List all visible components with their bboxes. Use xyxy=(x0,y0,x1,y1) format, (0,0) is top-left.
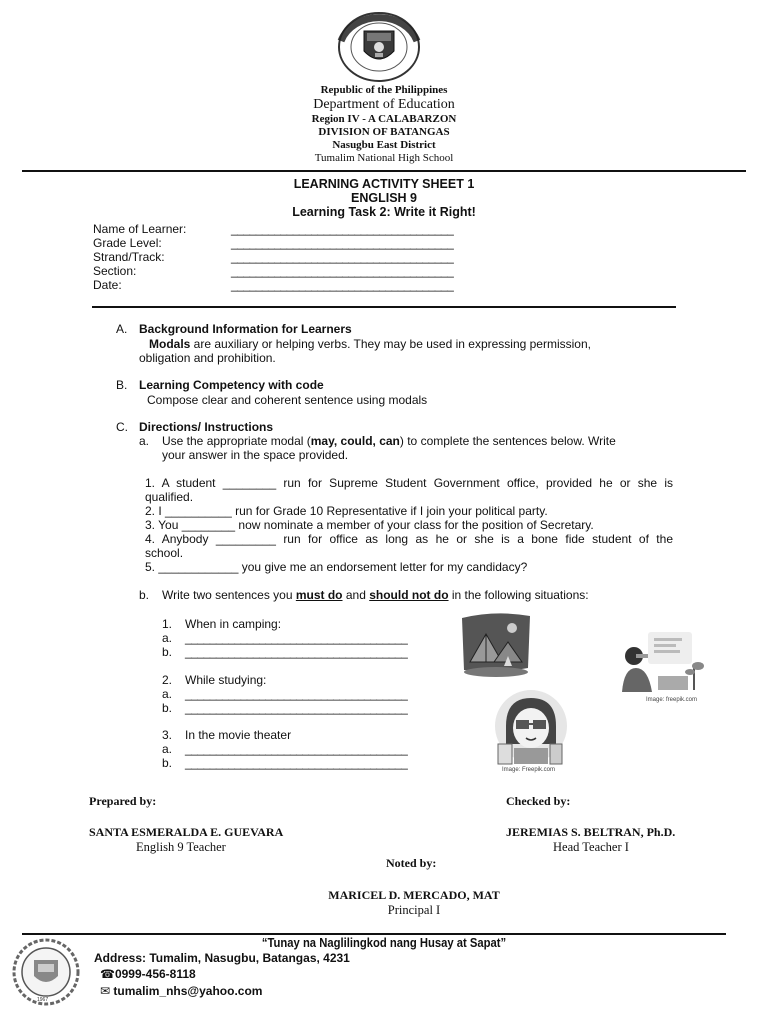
checked-by-label: Checked by: xyxy=(506,794,571,808)
direction-b-letter: b. xyxy=(139,588,150,602)
situation-3-b-blank: ____________________________________ xyxy=(185,756,408,770)
noted-by-label: Noted by: xyxy=(386,856,437,870)
field-blank-grade: ____________________________________ xyxy=(231,236,454,250)
situation-3-a-blank: ____________________________________ xyxy=(185,742,408,756)
situation-2-b-blank: ____________________________________ xyxy=(185,701,408,715)
header-school: Tumalim National High School xyxy=(314,152,454,164)
section-a-text-line2: obligation and prohibition. xyxy=(139,351,276,365)
situation-3-num: 3. xyxy=(162,728,173,742)
situation-1-a-blank: ____________________________________ xyxy=(185,631,408,645)
situation-2-a-letter: a. xyxy=(162,687,173,701)
direction-b-text xyxy=(162,588,589,602)
fields-divider xyxy=(92,306,676,308)
sentence-item xyxy=(145,560,673,574)
footer-phone: 0999-456-8118 xyxy=(114,967,196,981)
noted-by-role: Principal I xyxy=(387,903,441,917)
field-label-strand: Strand/Track: xyxy=(93,250,165,264)
section-a-text-rest: are auxiliary or helping verbs. They may be used in expressing permission, xyxy=(190,337,591,351)
section-c-letter: C. xyxy=(116,420,128,434)
section-a-text xyxy=(149,337,669,351)
modals-word: Modals xyxy=(149,337,191,351)
sentence-5-line1: 5. ____________ you give me an endorsement letter for my candidacy? xyxy=(145,560,528,574)
sentence-item xyxy=(145,518,673,532)
field-blank-name: ____________________________________ xyxy=(231,222,454,236)
sheet-subject: ENGLISH 9 xyxy=(351,191,417,205)
field-label-grade: Grade Level: xyxy=(93,236,162,250)
situation-2-num: 2. xyxy=(162,673,173,687)
field-blank-section: ____________________________________ xyxy=(231,264,454,278)
header-department: Department of Education xyxy=(313,97,455,112)
situation-2-title: While studying: xyxy=(185,673,267,687)
checked-by-name: JEREMIAS S. BELTRAN, Ph.D. xyxy=(506,825,676,839)
header-republic: Republic of the Philippines xyxy=(320,84,448,96)
prepared-by-role: English 9 Teacher xyxy=(136,840,226,854)
direction-a-modals: may, could, can xyxy=(310,434,400,448)
header-district: Nasugbu East District xyxy=(332,139,436,151)
footer-email-row xyxy=(100,984,262,998)
field-label-section: Section: xyxy=(93,264,137,278)
field-blank-strand: ____________________________________ xyxy=(231,250,454,264)
noted-by-name: MARICEL D. MERCADO, MAT xyxy=(328,888,500,902)
direction-a-text xyxy=(162,434,616,448)
field-blank-date: ____________________________________ xyxy=(231,278,454,292)
footer-address: Address: Tumalim, Nasugbu, Batangas, 4231 xyxy=(94,951,350,965)
section-b-letter: B. xyxy=(116,378,128,392)
sheet-title: LEARNING ACTIVITY SHEET 1 xyxy=(293,177,475,191)
studying-illustration xyxy=(614,628,710,694)
section-a-letter: A. xyxy=(116,322,128,336)
direction-a-text-line2: your answer in the space provided. xyxy=(162,448,349,462)
header-divider xyxy=(22,170,746,172)
footer-divider xyxy=(22,933,726,935)
image-credit-1: Image: freepik.com xyxy=(646,697,698,703)
must-do-text: must do xyxy=(295,588,343,602)
situation-1-b-letter: b. xyxy=(162,645,173,659)
prepared-by-label: Prepared by: xyxy=(89,794,157,808)
camping-illustration xyxy=(460,612,532,678)
checked-by-role: Head Teacher I xyxy=(553,840,629,854)
sentence-item xyxy=(145,476,673,504)
envelope-icon: ✉ xyxy=(100,984,111,998)
section-b-text: Compose clear and coherent sentence using modals xyxy=(147,393,428,407)
sentence-3-line1: 3. You ________ now nominate a member of your class for the position of Secretary. xyxy=(145,518,594,532)
deped-seal xyxy=(337,11,421,83)
field-label-name: Name of Learner: xyxy=(93,222,187,236)
situation-1-a-letter: a. xyxy=(162,631,173,645)
school-logo xyxy=(12,938,80,1006)
header-division: DIVISION OF BATANGAS xyxy=(318,126,450,138)
footer-email: tumalim_nhs@yahoo.com xyxy=(113,984,263,998)
direction-a-post: ) to complete the sentences below. Write xyxy=(399,434,616,448)
movie-theater-illustration xyxy=(484,686,578,766)
situation-2-b-letter: b. xyxy=(162,701,173,715)
situation-3-a-letter: a. xyxy=(162,742,173,756)
field-label-date: Date: xyxy=(93,278,122,292)
logo-year: 1967 xyxy=(37,997,49,1003)
situation-1-num: 1. xyxy=(162,617,173,631)
sentence-2-line1: 2. I __________ run for Grade 10 Representative if I join your political party. xyxy=(145,504,548,518)
phone-icon: ☎ xyxy=(100,967,115,981)
direction-b-post: in the following situations: xyxy=(448,588,589,602)
sentence-item xyxy=(145,532,673,560)
header-region: Region IV - A CALABARZON xyxy=(311,113,457,125)
direction-b-pre: Write two sentences you xyxy=(162,588,296,602)
footer-phone-row xyxy=(100,967,196,981)
sentence-1-line1: 1. A student ________ run for Supreme Student Government office, provided he or she is xyxy=(145,476,673,490)
section-b-heading: Learning Competency with code xyxy=(139,378,324,392)
situation-1-b-blank: ____________________________________ xyxy=(185,645,408,659)
sentence-4-line2: school. xyxy=(145,546,184,560)
section-c-heading: Directions/ Instructions xyxy=(139,420,274,434)
direction-a-letter: a. xyxy=(139,434,150,448)
sentence-4-line1: 4. Anybody _________ run for office as long as he or she is a bone fide student of the xyxy=(145,532,673,546)
situation-1-title: When in camping: xyxy=(185,617,282,631)
sheet-task-title: Learning Task 2: Write it Right! xyxy=(292,205,476,219)
sentence-1-line2: qualified. xyxy=(145,490,194,504)
prepared-by-name: SANTA ESMERALDA E. GUEVARA xyxy=(89,825,284,839)
image-credit-2: Image: Freepik.com xyxy=(502,767,556,773)
section-a-heading: Background Information for Learners xyxy=(139,322,352,336)
situation-3-b-letter: b. xyxy=(162,756,173,770)
should-not-do-text: should not do xyxy=(369,588,449,602)
direction-a-pre: Use the appropriate modal ( xyxy=(162,434,311,448)
situation-3-title: In the movie theater xyxy=(185,728,292,742)
sentence-item xyxy=(145,504,673,518)
school-motto: “Tunay na Naglilingkod nang Husay at Sapat” xyxy=(261,936,507,950)
direction-b-mid: and xyxy=(342,588,370,602)
situation-2-a-blank: ____________________________________ xyxy=(185,687,408,701)
